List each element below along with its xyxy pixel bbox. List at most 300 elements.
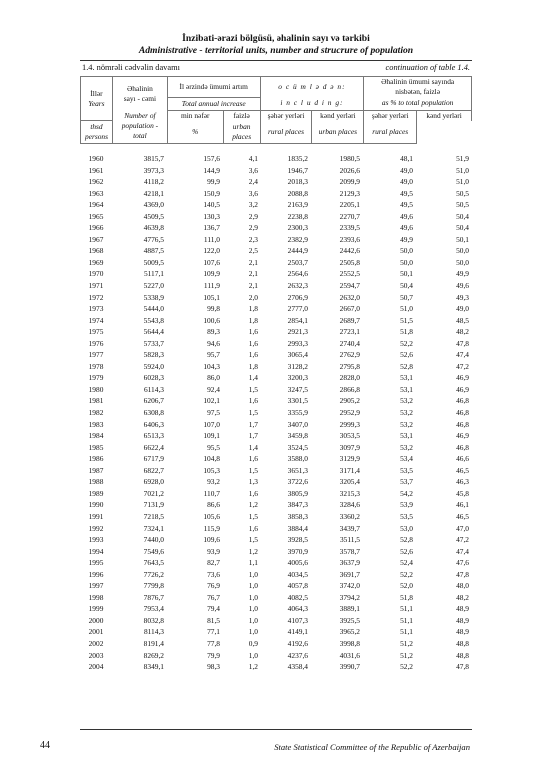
urban-share-cell: 51,1 [400,615,413,625]
year-cell: 1961 [88,165,104,175]
urban-population-cell: 2854,1 [287,315,308,325]
rural-population-cell: 3742,0 [339,581,360,591]
urban-share-cell: 51,2 [400,638,413,648]
rural-share-cell: 51,0 [456,177,469,187]
header-share-rural-en: rural places [364,121,417,144]
urban-share-cell: 51,5 [400,315,413,325]
increase-percent-cell: 1,5 [248,511,258,521]
header-rural-az: kənd yerləri [312,110,364,121]
table-row [80,303,472,315]
urban-share-cell: 50,7 [400,292,413,302]
rural-share-cell: 47,8 [456,338,469,348]
annual-increase-cell: 81,5 [207,615,220,625]
year-cell: 1962 [88,177,104,187]
total-population-cell: 4639,8 [143,223,164,233]
table-row [80,407,472,419]
annual-increase-cell: 94,6 [207,338,220,348]
urban-population-cell: 3301,5 [287,396,308,406]
annual-increase-cell: 136,7 [203,223,220,233]
year-cell: 1974 [88,315,104,325]
rural-population-cell: 3053,5 [339,431,360,441]
urban-population-cell: 4237,6 [287,650,308,660]
annual-increase-cell: 86,6 [207,500,220,510]
rural-population-cell: 3439,7 [339,523,360,533]
increase-percent-cell: 1,5 [248,408,258,418]
rural-population-cell: 2594,7 [339,281,360,291]
table-row [80,557,472,569]
table-row [80,165,472,177]
total-population-cell: 7953,4 [143,604,164,614]
total-population-cell: 5338,9 [143,292,164,302]
total-population-cell: 6406,3 [143,419,164,429]
year-cell: 1972 [88,292,104,302]
rural-population-cell: 3097,9 [339,442,360,452]
header-percent-az: faizlə [223,110,260,121]
urban-share-cell: 53,1 [400,373,413,383]
table-row [80,361,472,373]
header-thousand-az: min nəfər [167,110,223,121]
total-population-cell: 7131,9 [143,500,164,510]
annual-increase-cell: 99,8 [207,304,220,314]
table-header [80,76,472,144]
rural-population-cell: 2026,6 [339,165,360,175]
year-cell: 1966 [88,223,104,233]
rural-share-cell: 48,5 [456,315,469,325]
urban-population-cell: 3805,9 [287,488,308,498]
rural-population-cell: 3965,2 [339,627,360,637]
header-population-en [112,110,167,143]
urban-population-cell: 1835,2 [287,154,308,163]
rural-share-cell: 47,8 [456,662,469,672]
urban-share-cell: 53,4 [400,454,413,464]
total-population-cell: 4887,5 [143,246,164,256]
urban-population-cell: 3200,3 [287,373,308,383]
header-population [112,77,167,111]
total-population-cell: 7876,7 [143,592,164,602]
header-share-urban-az: şəhər yerləri [364,110,417,121]
increase-percent-cell: 2,1 [248,257,258,267]
table-row [80,511,472,523]
year-cell: 1991 [88,511,104,521]
increase-percent-cell: 1,6 [248,523,258,533]
urban-population-cell: 4192,6 [287,638,308,648]
total-population-cell: 5924,0 [143,361,164,371]
increase-percent-cell: 1,6 [248,350,258,360]
urban-share-cell: 49,5 [400,188,413,198]
increase-percent-cell: 1,4 [248,442,258,452]
table-row [80,199,472,211]
urban-share-cell: 51,1 [400,627,413,637]
urban-population-cell: 3928,5 [287,535,308,545]
year-cell: 1982 [88,408,104,418]
table-row [80,234,472,246]
header-population-az-1: Əhalinin [126,83,153,93]
year-cell: 1993 [88,535,104,545]
page-number: 44 [40,740,50,751]
rural-share-cell: 46,9 [456,384,469,394]
year-cell: 1964 [88,200,104,210]
year-cell: 1988 [88,477,104,487]
increase-percent-cell: 2,5 [248,246,258,256]
rural-population-cell: 2762,9 [339,350,360,360]
urban-population-cell: 2238,8 [287,211,308,221]
increase-percent-cell: 1,5 [248,465,258,475]
rural-share-cell: 47,2 [456,535,469,545]
rural-population-cell: 2952,9 [339,408,360,418]
rural-population-cell: 3511,5 [339,535,360,545]
total-population-cell: 6206,7 [143,396,164,406]
urban-population-cell: 4034,5 [287,569,308,579]
annual-increase-cell: 99,9 [207,177,220,187]
rural-population-cell: 3691,7 [339,569,360,579]
rural-share-cell: 48,2 [456,592,469,602]
year-cell: 2002 [88,638,104,648]
urban-share-cell: 50,1 [400,269,413,279]
year-cell: 1984 [88,431,104,441]
increase-percent-cell: 1,8 [248,315,258,325]
year-cell: 1977 [88,350,104,360]
total-population-cell: 8349,1 [143,662,164,672]
urban-share-cell: 53,7 [400,477,413,487]
rural-share-cell: 47,8 [456,569,469,579]
urban-population-cell: 3847,3 [287,500,308,510]
rural-population-cell: 2723,1 [339,327,360,337]
rural-share-cell: 46,8 [456,396,469,406]
increase-percent-cell: 1,3 [248,477,258,487]
year-cell: 1986 [88,454,104,464]
total-population-cell: 7799,8 [143,581,164,591]
increase-percent-cell: 2,1 [248,281,258,291]
rural-share-cell: 48,8 [456,638,469,648]
title-rule [80,60,472,61]
table-note-left: 1.4. nömrəli cədvəlin davamı [82,63,180,72]
table-row [80,615,472,627]
rural-share-cell: 50,5 [456,188,469,198]
urban-population-cell: 3970,9 [287,546,308,556]
urban-population-cell: 2444,9 [287,246,308,256]
urban-population-cell: 2632,3 [287,281,308,291]
year-cell: 1963 [88,188,104,198]
year-cell: 1969 [88,257,104,267]
year-cell: 1975 [88,327,104,337]
year-cell: 2004 [88,662,104,672]
increase-percent-cell: 1,0 [248,592,258,602]
table-row [80,315,472,327]
rural-population-cell: 2866,8 [339,384,360,394]
table-row [80,338,472,350]
table-row [80,476,472,488]
rural-share-cell: 48,9 [456,627,469,637]
annual-increase-cell: 107,0 [203,419,220,429]
rural-population-cell: 2552,5 [339,269,360,279]
total-population-cell: 5009,5 [143,257,164,267]
table-row [80,534,472,546]
total-population-cell: 5733,7 [143,338,164,348]
rural-population-cell: 2129,3 [339,188,360,198]
total-population-cell: 3815,7 [143,154,164,163]
header-years [81,77,113,121]
urban-share-cell: 49,0 [400,165,413,175]
urban-population-cell: 2503,7 [287,257,308,267]
rural-share-cell: 45,8 [456,488,469,498]
total-population-cell: 7440,0 [143,535,164,545]
rural-population-cell: 3889,1 [339,604,360,614]
table-row [80,569,472,581]
header-share-urban-en: urban places [312,121,364,144]
year-cell: 1996 [88,569,104,579]
annual-increase-cell: 77,8 [207,638,220,648]
urban-share-cell: 53,0 [400,523,413,533]
urban-population-cell: 2564,6 [287,269,308,279]
rural-population-cell: 3284,6 [339,500,360,510]
rural-share-cell: 48,2 [456,327,469,337]
table-row [80,499,472,511]
rural-population-cell: 2393,6 [339,234,360,244]
table-row [80,326,472,338]
urban-population-cell: 4005,6 [287,558,308,568]
urban-population-cell: 4057,8 [287,581,308,591]
table-row [80,384,472,396]
total-population-cell: 5227,0 [143,281,164,291]
table-row [80,650,472,662]
rural-population-cell: 3637,9 [339,558,360,568]
year-cell: 1967 [88,234,104,244]
urban-share-cell: 52,2 [400,662,413,672]
total-population-cell: 6622,4 [143,442,164,452]
rural-population-cell: 3205,4 [339,477,360,487]
annual-increase-cell: 107,6 [203,257,220,267]
page-title: İnzibati-ərazi bölgüsü, əhalinin sayı və tərkibi [182,33,370,44]
year-cell: 1965 [88,211,104,221]
total-population-cell: 5828,3 [143,350,164,360]
rural-share-cell: 50,5 [456,200,469,210]
increase-percent-cell: 1,6 [248,327,258,337]
urban-population-cell: 3651,3 [287,465,308,475]
urban-population-cell: 3355,9 [287,408,308,418]
urban-population-cell: 2382,9 [287,234,308,244]
total-population-cell: 8269,2 [143,650,164,660]
increase-percent-cell: 1,0 [248,650,258,660]
table-row [80,603,472,615]
rural-population-cell: 2667,0 [339,304,360,314]
annual-increase-cell: 79,4 [207,604,220,614]
total-population-cell: 6513,3 [143,431,164,441]
increase-percent-cell: 4,1 [248,154,258,163]
total-population-cell: 7218,5 [143,511,164,521]
increase-percent-cell: 1,0 [248,569,258,579]
annual-increase-cell: 73,6 [207,569,220,579]
annual-increase-cell: 92,4 [207,384,220,394]
rural-population-cell: 3578,7 [339,546,360,556]
urban-share-cell: 52,2 [400,338,413,348]
annual-increase-cell: 144,9 [203,165,220,175]
year-cell: 1989 [88,488,104,498]
urban-population-cell: 3524,5 [287,442,308,452]
increase-percent-cell: 3,6 [248,188,258,198]
year-cell: 1981 [88,396,104,406]
year-cell: 2003 [88,650,104,660]
rural-population-cell: 3171,4 [339,465,360,475]
annual-increase-cell: 102,1 [203,396,220,406]
rural-share-cell: 48,8 [456,650,469,660]
urban-share-cell: 53,5 [400,511,413,521]
table-row [80,188,472,200]
header-share-rural-az: kənd yerləri [417,110,472,121]
urban-share-cell: 54,2 [400,488,413,498]
urban-share-cell: 49,6 [400,211,413,221]
year-cell: 1979 [88,373,104,383]
total-population-cell: 7021,2 [143,488,164,498]
table-row [80,453,472,465]
bottom-rule [80,729,472,730]
table-row [80,257,472,269]
year-cell: 1968 [88,246,104,256]
rural-population-cell: 2689,7 [339,315,360,325]
year-cell: 1998 [88,592,104,602]
annual-increase-cell: 76,7 [207,592,220,602]
total-population-cell: 6928,0 [143,477,164,487]
increase-percent-cell: 1,0 [248,604,258,614]
rural-population-cell: 2270,7 [339,211,360,221]
urban-share-cell: 52,2 [400,569,413,579]
year-cell: 2001 [88,627,104,637]
urban-share-cell: 53,2 [400,408,413,418]
urban-population-cell: 3065,4 [287,350,308,360]
header-population-az-2: sayı - cəmi [123,93,157,103]
urban-population-cell: 1946,7 [287,165,308,175]
annual-increase-cell: 93,9 [207,546,220,556]
rural-share-cell: 47,4 [456,350,469,360]
year-cell: 1980 [88,384,104,394]
increase-percent-cell: 1,0 [248,615,258,625]
urban-share-cell: 51,0 [400,304,413,314]
urban-share-cell: 49,6 [400,223,413,233]
increase-percent-cell: 1,5 [248,384,258,394]
urban-population-cell: 3407,0 [287,419,308,429]
urban-population-cell: 2088,8 [287,188,308,198]
annual-increase-cell: 104,8 [203,454,220,464]
table-row [80,465,472,477]
table-row [80,211,472,223]
rural-share-cell: 46,8 [456,442,469,452]
year-cell: 1987 [88,465,104,475]
rural-population-cell: 2632,0 [339,292,360,302]
annual-increase-cell: 79,9 [207,650,220,660]
rural-share-cell: 47,4 [456,546,469,556]
table-row [80,419,472,431]
urban-share-cell: 49,5 [400,200,413,210]
increase-percent-cell: 1,5 [248,535,258,545]
rural-population-cell: 2099,9 [339,177,360,187]
year-cell: 1970 [88,269,104,279]
increase-percent-cell: 2,9 [248,223,258,233]
annual-increase-cell: 89,3 [207,327,220,337]
total-population-cell: 8191,4 [143,638,164,648]
total-population-cell: 8032,8 [143,615,164,625]
rural-population-cell: 2828,0 [339,373,360,383]
table-row [80,176,472,188]
annual-increase-cell: 111,9 [203,281,220,291]
header-years-en: Years [88,98,105,108]
rural-share-cell: 50,4 [456,223,469,233]
annual-increase-cell: 111,0 [203,234,220,244]
header-population-en-3: total [133,131,147,141]
urban-population-cell: 2300,3 [287,223,308,233]
urban-share-cell: 52,8 [400,535,413,545]
table-row [80,523,472,535]
urban-share-cell: 50,0 [400,246,413,256]
urban-population-cell: 2993,3 [287,338,308,348]
total-population-cell: 7726,2 [143,569,164,579]
header-including-az: o c ü m l ə d ə n: [260,77,364,98]
header-thousand-en: thsd persons [81,121,113,144]
table-row [80,592,472,604]
urban-share-cell: 52,0 [400,581,413,591]
rural-share-cell: 46,9 [456,431,469,441]
rural-share-cell: 50,1 [456,234,469,244]
urban-population-cell: 2777,0 [287,304,308,314]
rural-share-cell: 46,5 [456,511,469,521]
urban-share-cell: 53,1 [400,431,413,441]
rural-share-cell: 46,5 [456,465,469,475]
increase-percent-cell: 1,6 [248,488,258,498]
urban-population-cell: 3588,0 [287,454,308,464]
total-population-cell: 6717,9 [143,454,164,464]
total-population-cell: 7549,6 [143,546,164,556]
urban-share-cell: 51,8 [400,592,413,602]
rural-share-cell: 47,6 [456,558,469,568]
year-cell: 1976 [88,338,104,348]
urban-population-cell: 4149,1 [287,627,308,637]
increase-percent-cell: 1,2 [248,500,258,510]
annual-increase-cell: 76,9 [207,581,220,591]
urban-share-cell: 52,6 [400,546,413,556]
increase-percent-cell: 1,6 [248,454,258,464]
table-note-right: continuation of table 1.4. [385,63,470,72]
rural-share-cell: 50,0 [456,246,469,256]
rural-population-cell: 4031,6 [339,650,360,660]
header-urban-en: urban places [223,121,260,144]
urban-share-cell: 51,1 [400,604,413,614]
year-cell: 1983 [88,419,104,429]
header-rural-en: rural places [260,121,312,144]
table-row [80,638,472,650]
rural-share-cell: 49,3 [456,292,469,302]
table-row [80,626,472,638]
increase-percent-cell: 2,3 [248,234,258,244]
total-population-cell: 5644,4 [143,327,164,337]
rural-population-cell: 1980,5 [339,154,360,163]
increase-percent-cell: 2,9 [248,211,258,221]
urban-share-cell: 49,0 [400,177,413,187]
rural-share-cell: 50,4 [456,211,469,221]
annual-increase-cell: 122,0 [203,246,220,256]
header-population-en-2: population - [121,121,159,131]
annual-increase-cell: 104,3 [203,361,220,371]
urban-share-cell: 53,1 [400,384,413,394]
rural-share-cell: 48,9 [456,615,469,625]
urban-share-cell: 49,9 [400,234,413,244]
annual-increase-cell: 109,9 [203,269,220,279]
annual-increase-cell: 109,1 [203,431,220,441]
total-population-cell: 4509,5 [143,211,164,221]
rural-share-cell: 46,8 [456,419,469,429]
total-population-cell: 6822,7 [143,465,164,475]
urban-population-cell: 3884,4 [287,523,308,533]
rural-population-cell: 2505,8 [339,257,360,267]
annual-increase-cell: 77,1 [207,627,220,637]
urban-population-cell: 3722,6 [287,477,308,487]
